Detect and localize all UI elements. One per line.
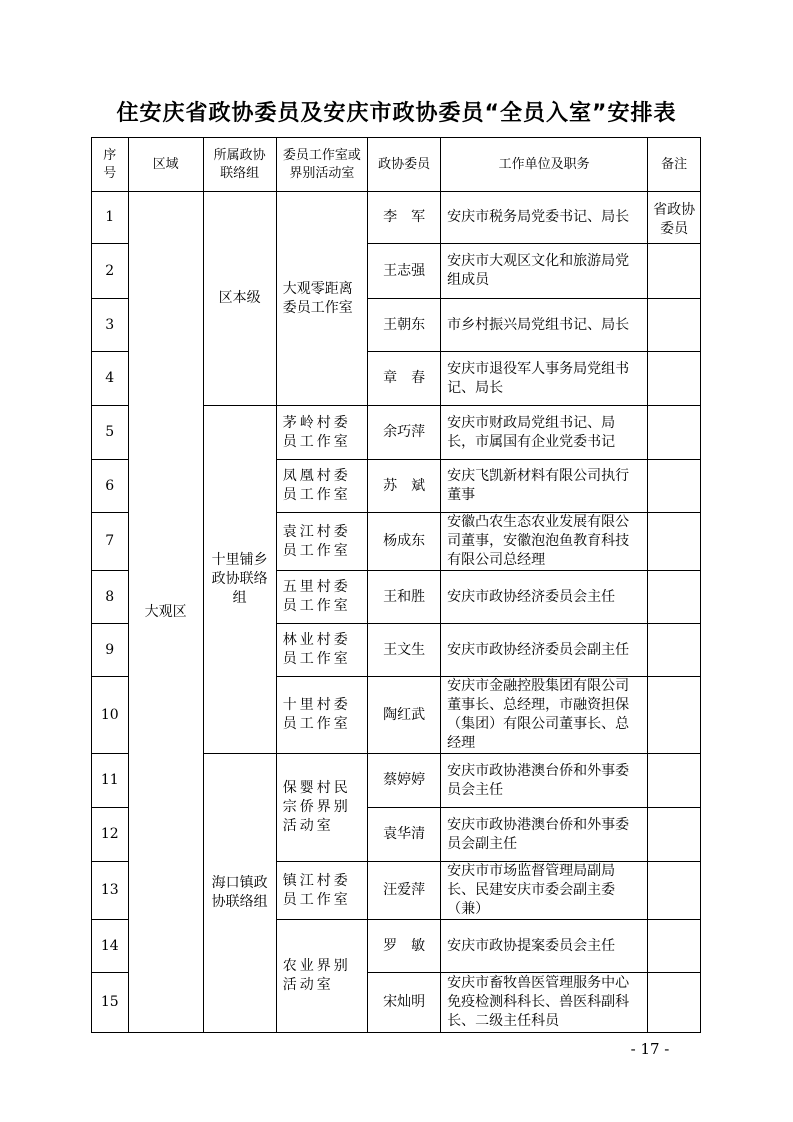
row-seq: 12 bbox=[92, 808, 129, 862]
row-seq: 4 bbox=[92, 352, 129, 406]
member-unit: 安庆市畜牧兽医管理服务中心免疫检测科科长、兽医科副科长、二级主任科员 bbox=[441, 973, 648, 1033]
studio-cell: 镇江村委员工作室 bbox=[276, 862, 367, 920]
member-unit: 安庆市政协港澳台侨和外事委员会副主任 bbox=[441, 808, 648, 862]
note-cell bbox=[648, 862, 701, 920]
header-group: 所属政协联络组 bbox=[203, 138, 276, 192]
document-title: 住安庆省政协委员及安庆市政协委员“全员入室”安排表 bbox=[116, 101, 677, 126]
studio-cell: 农业界别活动室 bbox=[276, 920, 367, 1033]
group-cell: 十里铺乡政协联络组 bbox=[203, 406, 276, 754]
member-name: 章 春 bbox=[368, 352, 441, 406]
header-seq: 序号 bbox=[92, 138, 129, 192]
member-unit: 安庆市市场监督管理局副局长、民建安庆市委会副主委（兼） bbox=[441, 862, 648, 920]
header-member: 政协委员 bbox=[368, 138, 441, 192]
studio-cell: 五里村委员工作室 bbox=[276, 571, 367, 624]
member-name: 王朝东 bbox=[368, 299, 441, 352]
member-unit: 安庆市财政局党组书记、局长，市属国有企业党委书记 bbox=[441, 406, 648, 460]
member-name: 王志强 bbox=[368, 244, 441, 299]
note-cell bbox=[648, 513, 701, 571]
table-header-row bbox=[92, 138, 701, 192]
row-seq: 14 bbox=[92, 920, 129, 973]
row-seq: 8 bbox=[92, 571, 129, 624]
note-cell bbox=[648, 406, 701, 460]
member-name: 蔡婷婷 bbox=[368, 754, 441, 808]
note-cell bbox=[648, 973, 701, 1033]
member-name: 罗 敏 bbox=[368, 920, 441, 973]
note-cell: 省政协委员 bbox=[648, 192, 701, 244]
member-unit: 市乡村振兴局党组书记、局长 bbox=[441, 299, 648, 352]
member-name: 王文生 bbox=[368, 624, 441, 677]
header-note: 备注 bbox=[648, 138, 701, 192]
member-name: 杨成东 bbox=[368, 513, 441, 571]
note-cell bbox=[648, 920, 701, 973]
member-unit: 安徽凸农生态农业发展有限公司董事，安徽泡泡鱼教育科技有限公司总经理 bbox=[441, 513, 648, 571]
member-unit: 安庆市政协经济委员会主任 bbox=[441, 571, 648, 624]
region-cell: 大观区 bbox=[128, 192, 203, 1033]
studio-cell: 茅岭村委员工作室 bbox=[276, 406, 367, 460]
member-unit: 安庆市金融控股集团有限公司董事长、总经理，市融资担保（集团）有限公司董事长、总经理 bbox=[441, 677, 648, 754]
member-name: 汪爱萍 bbox=[368, 862, 441, 920]
row-seq: 13 bbox=[92, 862, 129, 920]
row-seq: 10 bbox=[92, 677, 129, 754]
note-cell bbox=[648, 352, 701, 406]
member-unit: 安庆市大观区文化和旅游局党组成员 bbox=[441, 244, 648, 299]
row-seq: 1 bbox=[92, 192, 129, 244]
note-cell bbox=[648, 299, 701, 352]
member-unit: 安庆市政协提案委员会主任 bbox=[441, 920, 648, 973]
member-name: 余巧萍 bbox=[368, 406, 441, 460]
row-seq: 7 bbox=[92, 513, 129, 571]
row-seq: 2 bbox=[92, 244, 129, 299]
member-unit: 安庆飞凯新材料有限公司执行董事 bbox=[441, 460, 648, 513]
note-cell bbox=[648, 677, 701, 754]
header-region: 区域 bbox=[128, 138, 203, 192]
member-name: 陶红武 bbox=[368, 677, 441, 754]
member-unit: 安庆市政协经济委员会副主任 bbox=[441, 624, 648, 677]
member-name: 苏 斌 bbox=[368, 460, 441, 513]
studio-cell: 十里村委员工作室 bbox=[276, 677, 367, 754]
row-seq: 3 bbox=[92, 299, 129, 352]
member-name: 袁华清 bbox=[368, 808, 441, 862]
studio-cell: 大观零距离委员工作室 bbox=[276, 192, 367, 406]
row-seq: 5 bbox=[92, 406, 129, 460]
studio-cell: 林业村委员工作室 bbox=[276, 624, 367, 677]
studio-cell: 凤凰村委员工作室 bbox=[276, 460, 367, 513]
row-seq: 11 bbox=[92, 754, 129, 808]
note-cell bbox=[648, 808, 701, 862]
arrangement-table bbox=[91, 137, 701, 1033]
row-seq: 9 bbox=[92, 624, 129, 677]
note-cell bbox=[648, 244, 701, 299]
member-name: 王和胜 bbox=[368, 571, 441, 624]
note-cell bbox=[648, 460, 701, 513]
group-cell: 区本级 bbox=[203, 192, 276, 406]
group-cell: 海口镇政协联络组 bbox=[203, 754, 276, 1033]
note-cell bbox=[648, 571, 701, 624]
member-name: 宋灿明 bbox=[368, 973, 441, 1033]
header-unit: 工作单位及职务 bbox=[441, 138, 648, 192]
note-cell bbox=[648, 754, 701, 808]
member-unit: 安庆市税务局党委书记、局长 bbox=[441, 192, 648, 244]
member-unit: 安庆市退役军人事务局党组书记、局长 bbox=[441, 352, 648, 406]
row-seq: 15 bbox=[92, 973, 129, 1033]
member-name: 李 军 bbox=[368, 192, 441, 244]
studio-cell: 保婴村民宗侨界别活动室 bbox=[276, 754, 367, 862]
member-unit: 安庆市政协港澳台侨和外事委员会主任 bbox=[441, 754, 648, 808]
note-cell bbox=[648, 624, 701, 677]
table-row bbox=[92, 192, 701, 244]
page-number: - 17 - bbox=[630, 1040, 670, 1058]
header-studio: 委员工作室或界别活动室 bbox=[276, 138, 367, 192]
studio-cell: 袁江村委员工作室 bbox=[276, 513, 367, 571]
row-seq: 6 bbox=[92, 460, 129, 513]
